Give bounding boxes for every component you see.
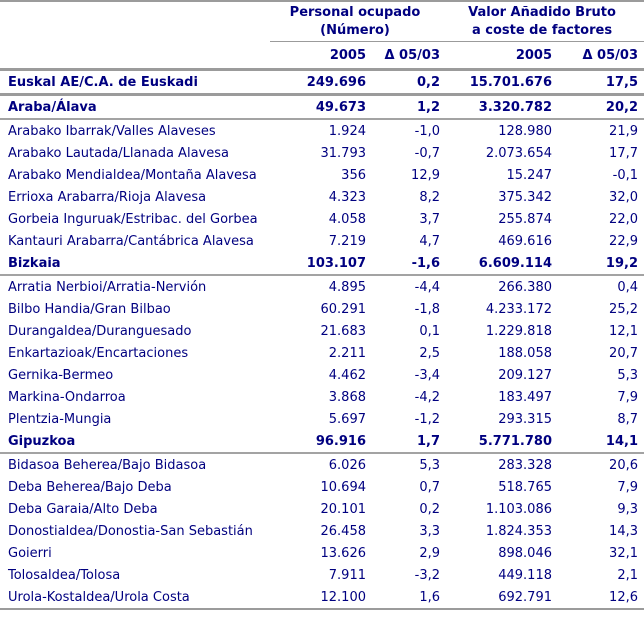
value-cell: 14,1 — [552, 430, 644, 453]
value-cell: 26.458 — [320, 523, 366, 539]
value-cell: 255.874 — [498, 211, 552, 227]
value-cell: 25,2 — [609, 301, 638, 317]
value-cell: 2.211 — [328, 345, 366, 361]
value-cell: 96.916 — [270, 430, 366, 453]
value-cell: 1,6 — [366, 586, 440, 609]
value-cell: 8,2 — [419, 189, 440, 205]
value-cell: -1,0 — [414, 123, 440, 139]
value-cell: 266.380 — [498, 279, 552, 295]
value-cell: 1.824.353 — [485, 523, 552, 539]
value-cell: 2,5 — [419, 345, 440, 361]
table-row — [0, 386, 644, 408]
value-cell: 15.701.676 — [440, 70, 552, 95]
column-group-title-line2: a coste de factores — [471, 22, 613, 38]
region-name-cell: Donostialdea/Donostia-San Sebastián — [8, 523, 253, 539]
value-cell: 449.118 — [498, 567, 552, 583]
value-cell: 17,5 — [552, 70, 644, 95]
value-cell: 1,2 — [366, 95, 440, 120]
region-name-cell: Euskal AE/C.A. de Euskadi — [0, 70, 270, 95]
region-name-cell: Gorbeia Inguruak/Estribac. del Gorbea — [8, 211, 258, 227]
value-cell: 32,1 — [609, 545, 638, 561]
value-cell: 4,7 — [419, 233, 440, 249]
value-cell: 8,7 — [617, 411, 638, 427]
value-cell: 32,0 — [609, 189, 638, 205]
value-cell: -1,2 — [414, 411, 440, 427]
value-cell: 293.315 — [498, 411, 552, 427]
region-name-cell: Bilbo Handia/Gran Bilbao — [8, 301, 171, 317]
column-group-title-line1: Personal ocupado — [289, 4, 421, 20]
value-cell: 60.291 — [320, 301, 366, 317]
value-cell: 1.229.818 — [485, 323, 552, 339]
value-cell: -4,4 — [414, 279, 440, 295]
value-cell: 1,7 — [366, 430, 440, 453]
value-cell: 3,7 — [419, 211, 440, 227]
value-cell: 1.103.086 — [485, 501, 552, 517]
table-row — [0, 476, 644, 498]
value-cell: -1,6 — [366, 252, 440, 275]
region-name-cell: Arratia Nerbioi/Arratia-Nervión — [8, 279, 207, 295]
value-cell: 356 — [341, 167, 366, 183]
column-group-title-line1: Valor Añadido Bruto — [468, 4, 616, 20]
region-name-cell: Arabako Lautada/Llanada Alavesa — [8, 145, 229, 161]
column-group-valor-anadido — [440, 4, 644, 39]
value-cell: 6.026 — [328, 457, 366, 473]
value-cell: 5.771.780 — [440, 430, 552, 453]
table-row — [0, 542, 644, 564]
subheader-year-personal: 2005 — [270, 42, 366, 70]
value-cell: 4.233.172 — [485, 301, 552, 317]
region-name-cell: Errioxa Arabarra/Rioja Alavesa — [8, 189, 207, 205]
value-cell: 209.127 — [498, 367, 552, 383]
subheader-row — [0, 42, 644, 70]
value-cell: -0,7 — [414, 145, 440, 161]
table-row — [0, 430, 644, 453]
value-cell: -3,2 — [414, 567, 440, 583]
table-row — [0, 520, 644, 542]
region-name-cell: Gernika-Bermeo — [8, 367, 114, 383]
table-row — [0, 275, 644, 298]
value-cell: 2,1 — [617, 567, 638, 583]
value-cell: 3.320.782 — [440, 95, 552, 120]
value-cell: 31.793 — [320, 145, 366, 161]
value-cell: 13.626 — [320, 545, 366, 561]
table-row — [0, 498, 644, 520]
value-cell: 14,3 — [609, 523, 638, 539]
subheader-delta-personal: Δ 05/03 — [366, 42, 440, 70]
value-cell: 2.073.654 — [485, 145, 552, 161]
table-row — [0, 186, 644, 208]
region-name-cell: Markina-Ondarroa — [8, 389, 126, 405]
value-cell: 9,3 — [617, 501, 638, 517]
column-group-header — [270, 2, 644, 42]
region-name-cell: Deba Beherea/Bajo Deba — [8, 479, 172, 495]
region-name-cell: Arabako Ibarrak/Valles Alaveses — [8, 123, 216, 139]
table-row — [0, 320, 644, 342]
value-cell: -0,1 — [612, 167, 638, 183]
region-name-cell: Kantauri Arabarra/Cantábrica Alavesa — [8, 233, 254, 249]
value-cell: 19,2 — [552, 252, 644, 275]
region-name-cell: Bidasoa Beherea/Bajo Bidasoa — [8, 457, 207, 473]
table-row — [0, 586, 644, 609]
value-cell: 0,1 — [419, 323, 440, 339]
value-cell: 2,9 — [419, 545, 440, 561]
value-cell: 15.247 — [506, 167, 552, 183]
value-cell: 17,7 — [609, 145, 638, 161]
table-row — [0, 298, 644, 320]
region-name-cell: Durangaldea/Duranguesado — [8, 323, 192, 339]
value-cell: 20,7 — [609, 345, 638, 361]
table-row — [0, 70, 644, 95]
table-row — [0, 364, 644, 386]
value-cell: 12,6 — [552, 586, 644, 609]
value-cell: 692.791 — [440, 586, 552, 609]
value-cell: 188.058 — [498, 345, 552, 361]
value-cell: 3.868 — [328, 389, 366, 405]
column-group-title-line2: (Número) — [320, 22, 390, 38]
table-row — [0, 95, 644, 120]
data-table — [0, 42, 644, 610]
table-row — [0, 164, 644, 186]
value-cell: 6.609.114 — [440, 252, 552, 275]
table-row — [0, 208, 644, 230]
value-cell: -1,8 — [414, 301, 440, 317]
table-row — [0, 453, 644, 476]
table-row — [0, 119, 644, 142]
value-cell: -3,4 — [414, 367, 440, 383]
value-cell: 20,6 — [609, 457, 638, 473]
value-cell: -4,2 — [414, 389, 440, 405]
value-cell: 7,9 — [617, 479, 638, 495]
value-cell: 4.058 — [328, 211, 366, 227]
value-cell: 22,0 — [609, 211, 638, 227]
value-cell: 5.697 — [328, 411, 366, 427]
value-cell: 21,9 — [609, 123, 638, 139]
region-name-cell: Goierri — [8, 545, 52, 561]
subheader-delta-vab: Δ 05/03 — [552, 42, 644, 70]
value-cell: 4.323 — [328, 189, 366, 205]
value-cell: 21.683 — [320, 323, 366, 339]
value-cell: 7.911 — [328, 567, 366, 583]
value-cell: 20.101 — [320, 501, 366, 517]
region-name-cell: Tolosaldea/Tolosa — [8, 567, 121, 583]
value-cell: 128.980 — [498, 123, 552, 139]
subheader-year-vab: 2005 — [440, 42, 552, 70]
region-name-cell: Plentzia-Mungia — [8, 411, 112, 427]
value-cell: 22,9 — [609, 233, 638, 249]
value-cell: 4.895 — [328, 279, 366, 295]
value-cell: 49.673 — [270, 95, 366, 120]
value-cell: 12.100 — [270, 586, 366, 609]
value-cell: 10.694 — [320, 479, 366, 495]
region-name-cell: Enkartazioak/Encartaciones — [8, 345, 189, 361]
value-cell: 1.924 — [328, 123, 366, 139]
value-cell: 0,4 — [617, 279, 638, 295]
subheader-empty-cell — [0, 42, 270, 70]
value-cell: 469.616 — [498, 233, 552, 249]
value-cell: 5,3 — [419, 457, 440, 473]
value-cell: 3,3 — [419, 523, 440, 539]
value-cell: 898.046 — [498, 545, 552, 561]
value-cell: 20,2 — [552, 95, 644, 120]
table-row — [0, 342, 644, 364]
value-cell: 0,7 — [419, 479, 440, 495]
column-group-personal-ocupado — [270, 4, 440, 39]
value-cell: 283.328 — [498, 457, 552, 473]
region-name-cell: Urola-Kostaldea/Urola Costa — [0, 586, 270, 609]
region-name-cell: Bizkaia — [0, 252, 270, 275]
table-row — [0, 252, 644, 275]
value-cell: 12,1 — [609, 323, 638, 339]
value-cell: 7.219 — [328, 233, 366, 249]
region-name-cell: Araba/Álava — [0, 95, 270, 120]
table-body — [0, 70, 644, 610]
value-cell: 518.765 — [498, 479, 552, 495]
table-row — [0, 142, 644, 164]
table-row — [0, 564, 644, 586]
value-cell: 249.696 — [270, 70, 366, 95]
region-name-cell: Deba Garaia/Alto Deba — [8, 501, 158, 517]
value-cell: 0,2 — [366, 70, 440, 95]
value-cell: 0,2 — [419, 501, 440, 517]
value-cell: 375.342 — [498, 189, 552, 205]
value-cell: 7,9 — [617, 389, 638, 405]
value-cell: 183.497 — [498, 389, 552, 405]
value-cell: 4.462 — [328, 367, 366, 383]
value-cell: 12,9 — [411, 167, 440, 183]
value-cell: 103.107 — [270, 252, 366, 275]
value-cell: 5,3 — [617, 367, 638, 383]
table-row — [0, 230, 644, 252]
region-name-cell: Arabako Mendialdea/Montaña Alavesa — [8, 167, 257, 183]
region-name-cell: Gipuzkoa — [0, 430, 270, 453]
table-row — [0, 408, 644, 430]
